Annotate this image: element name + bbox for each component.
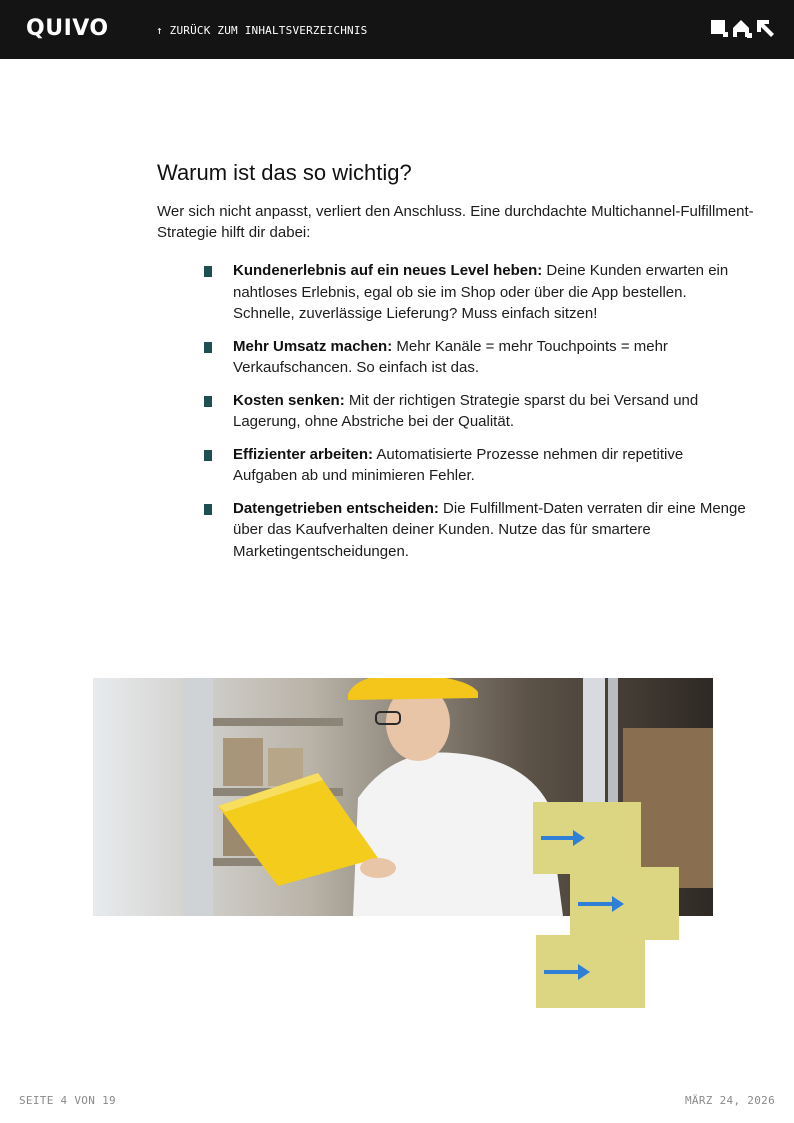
arrow-card-2 xyxy=(570,867,679,940)
list-item-text: Deine Kunden erwarten ein nahtloses Erlebnis, egal ob sie im Shop oder über die App bestellen. Schnelle, zuverlässige Lieferung? Muss einfach sitzen! xyxy=(233,262,729,322)
list-item-title: Datengetrieben entscheiden: xyxy=(233,499,439,517)
list-item-title: Kundenerlebnis auf ein neues Level heben: xyxy=(233,262,543,279)
list-item-text: Die Fulfillment-Daten verraten dir eine Menge über das Kaufverhalten deiner Kunden. Nutze das für smartere Marketingentscheidungen. xyxy=(233,499,746,560)
list-item xyxy=(157,390,748,433)
bullet-icon xyxy=(204,342,212,353)
bullet-icon xyxy=(204,504,212,515)
list-item-title: Kosten senken: xyxy=(233,391,345,409)
benefits-list xyxy=(157,260,757,562)
section-heading: Warum ist das so wichtig? xyxy=(157,160,412,185)
list-item xyxy=(157,260,748,325)
list-item-text: Mehr Kanäle = mehr Touchpoints = mehr Verkaufschancen. So einfach ist das. xyxy=(233,337,668,376)
list-item xyxy=(157,444,748,487)
section-intro: Wer sich nicht anpasst, verliert den Anschluss. Eine durchdachte Multichannel-Fulfillment-Strategie hilft dir dabei: xyxy=(157,203,754,241)
square-icon[interactable] xyxy=(711,20,728,37)
quivo-logo[interactable]: QUIVO xyxy=(26,16,109,41)
list-item-text: Automatisierte Prozesse nehmen dir repetitive Aufgaben ab und minimieren Fehler. xyxy=(233,445,684,484)
bullet-icon xyxy=(204,266,212,277)
back-to-toc-link[interactable]: ↑ ZURÜCK ZUM INHALTSVERZEICHNIS xyxy=(156,24,368,37)
list-item xyxy=(157,498,748,563)
bullet-icon xyxy=(204,450,212,461)
main-content xyxy=(157,160,757,573)
list-item-title: Mehr Umsatz machen: xyxy=(233,337,393,355)
arrow-up-left-icon[interactable] xyxy=(757,20,774,37)
nav-icons xyxy=(710,18,776,40)
header-bar xyxy=(0,0,794,59)
list-item-title: Effizienter arbeiten: xyxy=(233,445,374,463)
page-number: SEITE 4 VON 19 xyxy=(19,1094,116,1107)
document-date: MÄRZ 24, 2026 xyxy=(685,1094,775,1107)
home-icon[interactable] xyxy=(733,20,752,38)
arrow-card-1 xyxy=(533,802,641,874)
list-item xyxy=(157,336,748,379)
bullet-icon xyxy=(204,396,212,407)
list-item-text: Mit der richtigen Strategie sparst du bei Versand und Lagerung, ohne Abstriche bei der Qualität. xyxy=(233,391,699,430)
arrow-card-3 xyxy=(536,935,645,1008)
